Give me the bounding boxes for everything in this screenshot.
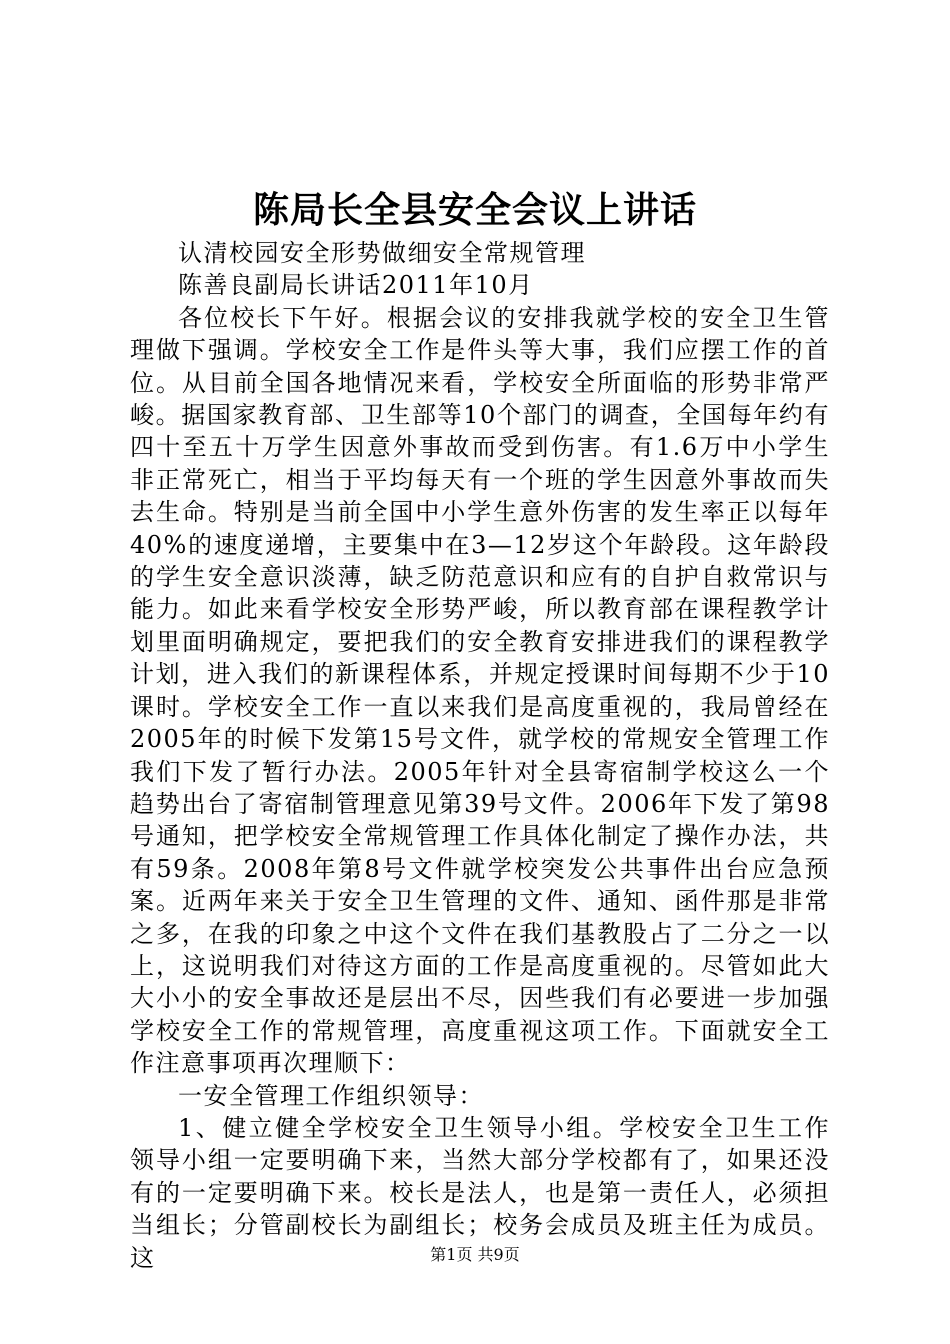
document-title: 陈局长全县安全会议上讲话 (252, 189, 697, 231)
body-paragraph: 各位校长下午好。根据会议的安排我就学校的安全卫生管理做下强调。学校安全工作是件头等大事，我们应摆工作的首位。从目前全国各地情况来看，学校安全所面临的形势非常严峻。据国家教育部、卫生部等10个部门的调查，全国每年约有四十至五十万学生因意外事故而受到伤害。有1.6万中小学生非正常死亡，相当于平均每天有一个班的学生因意外事故而失去生命。特别是当前全国中小学生意外伤害的发生率正以每年40%的速度递增，主要集中在3—12岁这个年龄段。这年龄段的学生安全意识淡薄，缺乏防范意识和应有的自护自救常识与能力。如此来看学校安全形势严峻，所以教育部在课程教学计划里面明确规定，要把我们的安全教育安排进我们的课程教学计划，进入我们的新课程体系，并规定授课时间每期不少于10课时。学校安全工作一直以来我们是高度重视的，我局曾经在2005年的时候下发第15号文件，就学校的常规安全管理工作我们下发了暂行办法。2005年针对全县寄宿制学校这么一个趋势出台了寄宿制管理意见第39号文件。2006年下发了第98号通知，把学校安全常规管理工作具体化制定了操作办法，共有59条。2008年第8号文件就学校突发公共事件出台应急预案。近两年来关于安全卫生管理的文件、通知、函件那是非常之多，在我的印象之中这个文件在我们基教股占了二分之一以上，这说明我们对待这方面的工作是高度重视的。尽管如此大大小小的安全事故还是层出不尽，因些我们有必要进一步加强学校安全工作的常规管理，高度重视这项工作。下面就安全工作注意事项再次理顺下： (130, 303, 830, 1078)
document-body (130, 237, 830, 1274)
body-paragraph: 1、健立健全学校安全卫生领导小组。学校安全卫生工作领导小组一定要明确下来，当然大部分学校都有了，如果还没有的一定要明确下来。校长是法人，也是第一责任人，必须担当组长；分管副校长为副组长；校务会成员及班主任为成员。这 (130, 1113, 830, 1272)
section-heading: 一安全管理工作组织领导： (178, 1081, 484, 1110)
speaker-paragraph: 陈善良副局长讲话2011年10月 (178, 271, 534, 300)
page-footer: 第1页 共9页 (430, 1245, 520, 1264)
subtitle-paragraph: 认清校园安全形势做细安全常规管理 (178, 239, 586, 267)
